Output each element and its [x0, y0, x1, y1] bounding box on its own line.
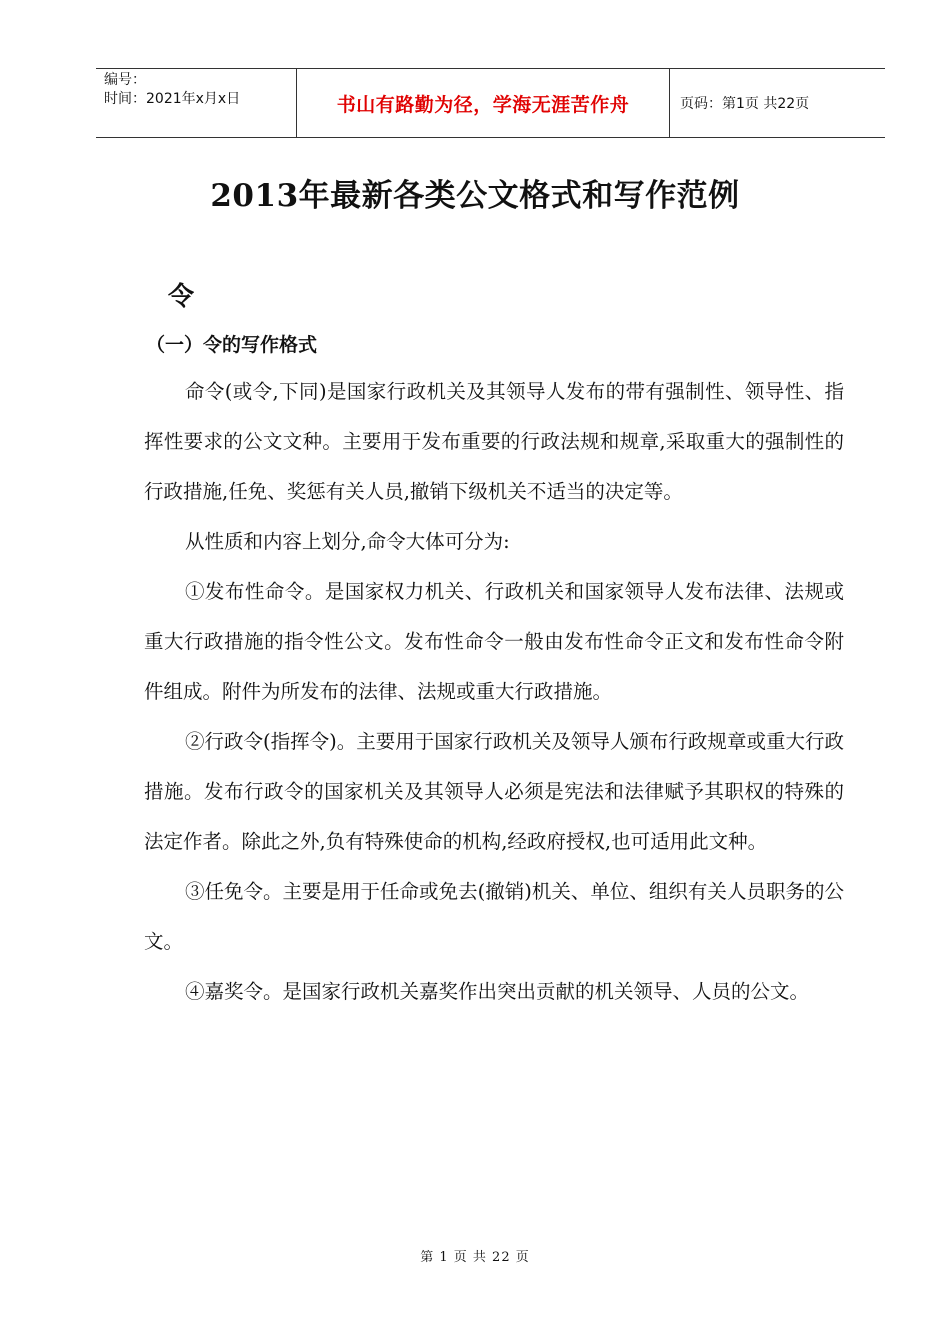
paragraph: 从性质和内容上划分,命令大体可分为:	[184, 530, 510, 553]
header-table	[96, 68, 885, 138]
header-meta-cell	[96, 69, 297, 137]
time-label: 时间：2021年x月x日	[104, 91, 241, 107]
paragraph: ③任免令。主要是用于任命或免去(撤销)机关、单位、组织有关人员职务的公文。	[144, 880, 844, 953]
section-heading: 令	[168, 282, 195, 312]
paragraph: 命令(或令,下同)是国家行政机关及其领导人发布的带有强制性、领导性、指挥性要求的公文文种。主要用于发布重要的行政法规和规章,采取重大的强制性的行政措施,任免、奖惩有关人员,撤销下级机关不适当的决定等。	[144, 380, 844, 503]
header-page-cell	[670, 69, 885, 137]
page-label: 页码：第1页 共22页	[680, 96, 810, 112]
serial-label: 编号：	[104, 72, 146, 88]
motto-text: 书山有路勤为径，学海无涯苦作舟	[336, 93, 630, 116]
paragraph: ②行政令(指挥令)。主要用于国家行政机关及领导人颁布行政规章或重大行政措施。发布行政令的国家机关及其领导人必须是宪法和法律赋予其职权的特殊的法定作者。除此之外,负有特殊使命的机构,经政府授权,也可适用此文种。	[144, 730, 844, 853]
paragraph: ①发布性命令。是国家权力机关、行政机关和国家领导人发布法律、法规或重大行政措施的指令性公文。发布性命令一般由发布性命令正文和发布性命令附件组成。附件为所发布的法律、法规或重大行政措施。	[144, 580, 844, 703]
header-motto-cell	[297, 69, 670, 137]
sub-heading: （一）令的写作格式	[146, 334, 318, 356]
paragraph: ④嘉奖令。是国家行政机关嘉奖作出突出贡献的机关领导、人员的公文。	[184, 980, 809, 1003]
body-text	[144, 367, 844, 1017]
document-title: 2013年最新各类公文格式和写作范例	[210, 178, 740, 214]
page-footer: 第 1 页 共 22 页	[420, 1250, 530, 1265]
